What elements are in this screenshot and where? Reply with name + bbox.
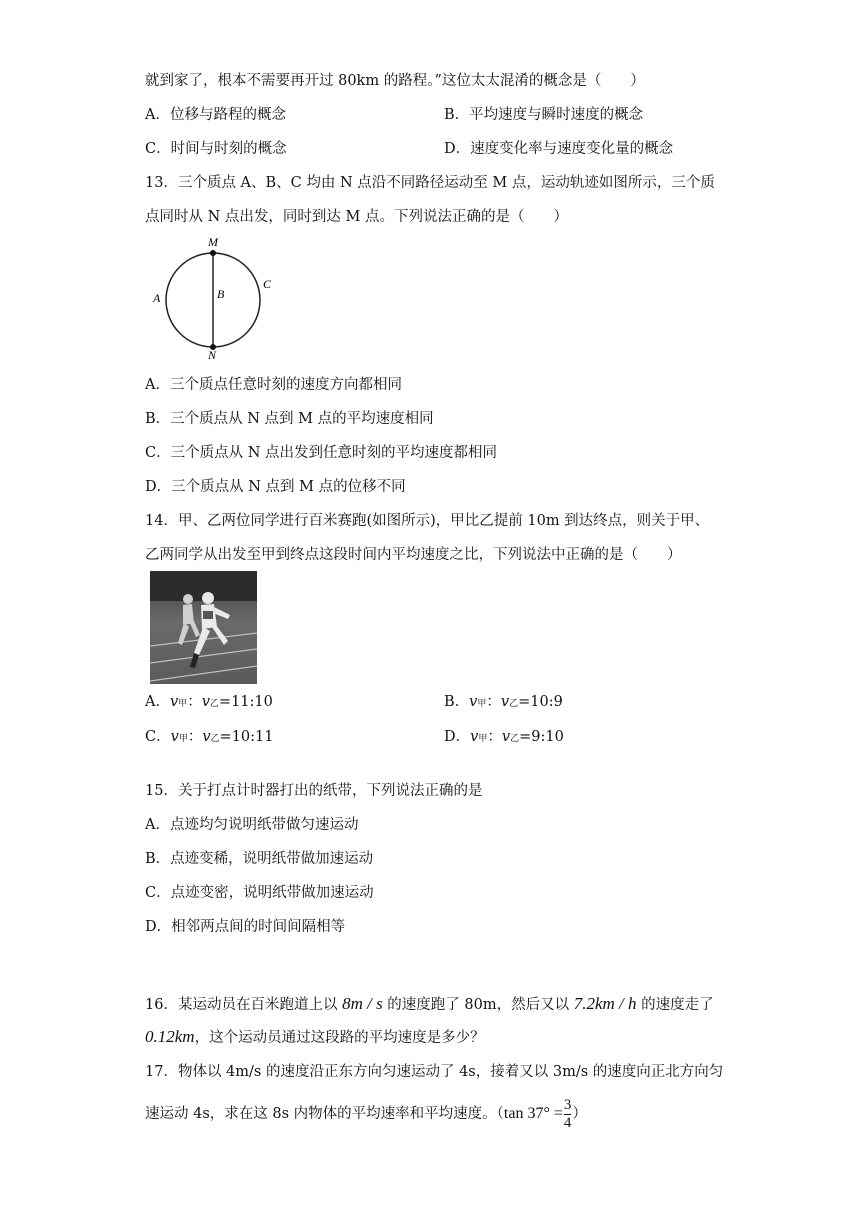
label-c: C <box>263 277 272 291</box>
label-b: B <box>217 287 225 301</box>
q17-tan-expr: tan 37° = <box>503 1105 563 1122</box>
q14-option-d: D．v甲：v乙=9:10 <box>444 729 564 745</box>
q12-option-a: A．位移与路程的概念 <box>145 107 286 123</box>
q15-stem: 15．关于打点计时器打出的纸带，下列说法正确的是 <box>145 783 483 799</box>
q14-option-a: A．v甲：v乙=11:10 <box>145 694 273 710</box>
q13-option-c: C．三个质点从 N 点出发到任意时刻的平均速度都相同 <box>145 445 497 461</box>
q17-stem-line2: 速运动 4s，求在这 8s 内物体的平均速率和平均速度。（tan 37° = $\frac{3}{4}$ ） <box>145 1096 587 1131</box>
q12-option-d: D．速度变化率与速度变化量的概念 <box>444 141 674 157</box>
q12-stem: 就到家了，根本不需要再开过 80km 的路程。”这位太太混淆的概念是（ ） <box>145 73 645 89</box>
q14-stem-line1: 14．甲、乙两位同学进行百米赛跑(如图所示)，甲比乙提前 10m 到达终点，则关于甲、 <box>145 513 710 529</box>
q14-sprinters-photo <box>150 571 257 684</box>
q14-stem-line2: 乙两同学从出发至甲到终点这段时间内平均速度之比，下列说法中正确的是（ ） <box>145 547 682 563</box>
q13-option-b: B．三个质点从 N 点到 M 点的平均速度相同 <box>145 411 434 427</box>
q13-stem-line1: 13．三个质点 A、B、C 均由 N 点沿不同路径运动至 M 点，运动轨迹如图所示，三个质 <box>145 175 715 191</box>
q16-speed2: 7.2km / h <box>573 994 637 1013</box>
q16-stem-line2: 0.12km，这个运动员通过这段路的平均速度是多少？ <box>145 1027 485 1046</box>
point-m <box>210 250 216 256</box>
q15-option-d: D．相邻两点间的时间间隔相等 <box>145 919 346 935</box>
q15-option-c: C．点迹变密，说明纸带做加速运动 <box>145 885 374 901</box>
q14-option-b: B．v甲：v乙=10:9 <box>444 694 563 710</box>
label-n: N <box>208 348 217 362</box>
q12-option-b: B．平均速度与瞬时速度的概念 <box>444 107 644 123</box>
q13-option-d: D．三个质点从 N 点到 M 点的位移不同 <box>145 479 406 495</box>
q16-stem-line1: 16．某运动员在百米跑道上以 8m / s 的速度跑了 80m，然后又以 7.2km / h 的速度走了 <box>145 994 714 1013</box>
q13-option-a: A．三个质点任意时刻的速度方向都相同 <box>145 377 402 393</box>
q16-distance: 0.12km <box>145 1027 195 1046</box>
q15-option-a: A．点迹均匀说明纸带做匀速运动 <box>145 817 359 833</box>
q12-option-c: C．时间与时刻的概念 <box>145 141 287 157</box>
q13-stem-line2: 点同时从 N 点出发，同时到达 M 点。下列说法正确的是（ ） <box>145 209 568 225</box>
q14-option-c: C．v甲：v乙=10:11 <box>145 729 274 745</box>
q16-speed1: 8m / s <box>342 994 383 1013</box>
q13-trajectory-diagram <box>145 232 280 362</box>
q17-fraction: $\frac{3}{4}$ <box>563 1096 572 1131</box>
label-a: A <box>153 291 161 305</box>
label-m: M <box>208 235 218 249</box>
q17-stem-line1: 17．物体以 4m/s 的速度沿正东方向匀速运动了 4s，接着又以 3m/s 的速度向正北方向匀 <box>145 1064 724 1080</box>
q15-option-b: B．点迹变稀，说明纸带做加速运动 <box>145 851 374 867</box>
